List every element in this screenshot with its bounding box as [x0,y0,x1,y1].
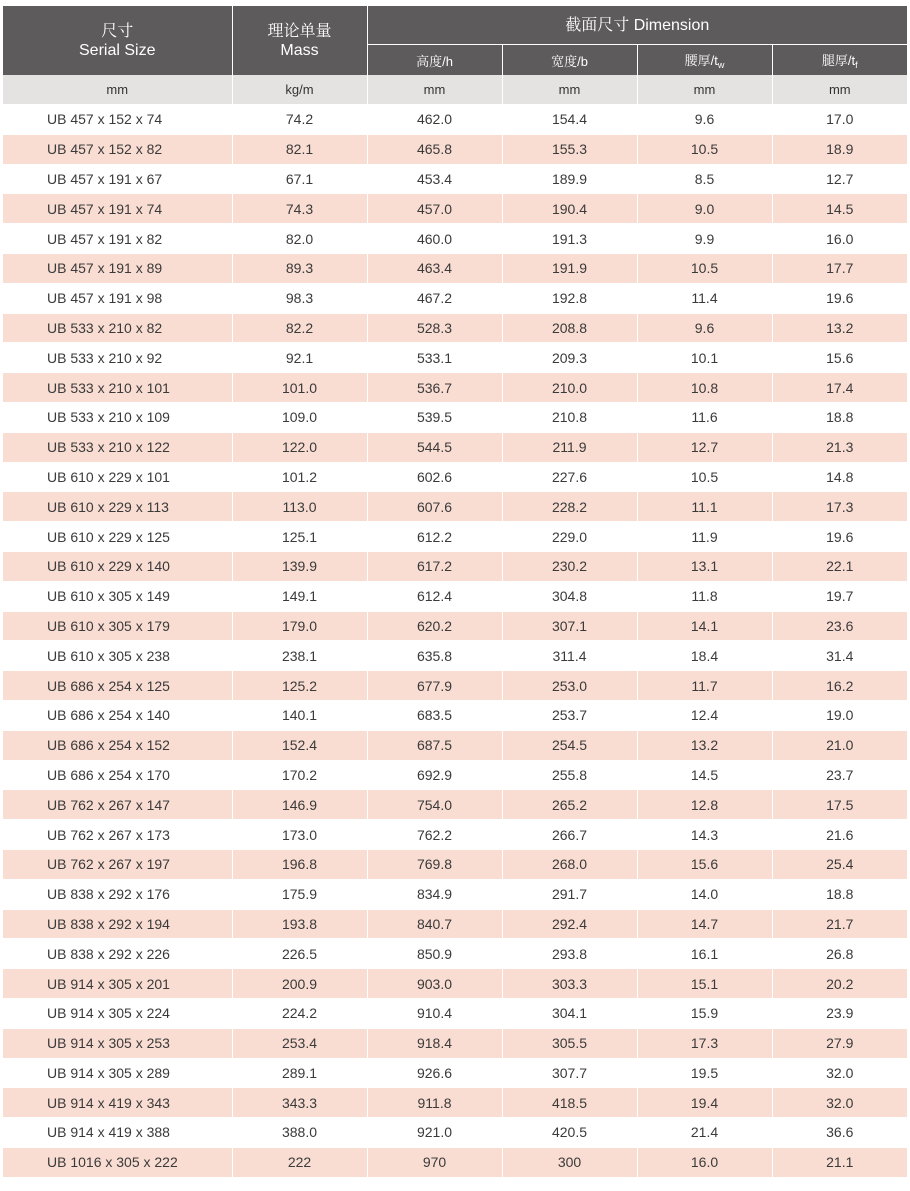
serial-size-cell: UB 610 x 305 x 238 [3,641,232,671]
height-cell: 850.9 [367,939,502,969]
web-thickness-cell: 9.0 [637,194,772,224]
web-thickness-header [637,45,772,76]
height-cell: 970 [367,1147,502,1176]
table-row [3,492,907,522]
serial-size-cell: UB 457 x 191 x 74 [3,194,232,224]
mass-cell: 92.1 [232,343,367,373]
web-thickness-cell: 19.5 [637,1058,772,1088]
mass-cell: 253.4 [232,1028,367,1058]
mass-cell: 67.1 [232,164,367,194]
width-cell: 208.8 [502,313,637,343]
height-header: 高度/h [367,45,502,76]
mass-cell: 89.3 [232,253,367,283]
mass-cell: 179.0 [232,611,367,641]
height-cell: 460.0 [367,224,502,254]
height-cell: 921.0 [367,1118,502,1148]
web-thickness-cell: 21.4 [637,1118,772,1148]
mass-cell: 222 [232,1147,367,1176]
web-thickness-cell: 14.0 [637,879,772,909]
serial-size-cell: UB 610 x 305 x 179 [3,611,232,641]
table-row [3,373,907,403]
flange-thickness-cell: 16.2 [772,671,907,701]
width-cell: 229.0 [502,522,637,552]
web-thickness-cell: 10.1 [637,343,772,373]
flange-thickness-cell: 23.7 [772,760,907,790]
flange-thickness-cell: 21.3 [772,432,907,462]
mass-cell: 74.3 [232,194,367,224]
flange-thickness-header [772,45,907,76]
mass-cell: 289.1 [232,1058,367,1088]
table-row [3,194,907,224]
flange-thickness-cell: 15.6 [772,343,907,373]
web-thickness-cell: 13.2 [637,730,772,760]
serial-size-cell: UB 610 x 229 x 125 [3,522,232,552]
flange-thickness-cell: 20.2 [772,969,907,999]
mass-cell: 224.2 [232,998,367,1028]
flange-thickness-cell: 21.1 [772,1147,907,1176]
serial-size-cell: UB 686 x 254 x 125 [3,671,232,701]
flange-thickness-cell: 21.7 [772,909,907,939]
table-row [3,343,907,373]
table-row [3,462,907,492]
table-row [3,432,907,462]
table-row [3,909,907,939]
serial-size-cell: UB 686 x 254 x 140 [3,700,232,730]
height-cell: 453.4 [367,164,502,194]
flange-thickness-cell: 25.4 [772,849,907,879]
mass-cell: 149.1 [232,581,367,611]
height-cell: 762.2 [367,820,502,850]
serial-size-cell: UB 914 x 305 x 224 [3,998,232,1028]
flange-thickness-cell: 16.0 [772,224,907,254]
mass-cell: 226.5 [232,939,367,969]
table-row [3,641,907,671]
web-thickness-cell: 15.6 [637,849,772,879]
flange-thickness-cell: 32.0 [772,1088,907,1118]
width-cell: 305.5 [502,1028,637,1058]
height-cell: 539.5 [367,402,502,432]
mass-cell: 140.1 [232,700,367,730]
height-cell: 612.4 [367,581,502,611]
width-cell: 303.3 [502,969,637,999]
mass-cell: 152.4 [232,730,367,760]
flange-thickness-cell: 17.5 [772,790,907,820]
height-cell: 602.6 [367,462,502,492]
table-row [3,1118,907,1148]
web-thickness-cell: 8.5 [637,164,772,194]
flange-thickness-cell: 21.0 [772,730,907,760]
flange-thickness-cell: 17.0 [772,105,907,135]
web-thickness-cell: 14.1 [637,611,772,641]
serial-size-cell: UB 533 x 210 x 122 [3,432,232,462]
flange-thickness-cell: 23.9 [772,998,907,1028]
mass-cell: 388.0 [232,1118,367,1148]
mass-cell: 238.1 [232,641,367,671]
table-row [3,1058,907,1088]
serial-size-cell: UB 914 x 305 x 253 [3,1028,232,1058]
web-thickness-cell: 9.6 [637,313,772,343]
serial-size-cell: UB 914 x 305 x 201 [3,969,232,999]
width-cell: 420.5 [502,1118,637,1148]
mass-cell: 109.0 [232,402,367,432]
flange-thickness-cell: 22.1 [772,551,907,581]
web-thickness-cell: 13.1 [637,551,772,581]
flange-thickness-cell: 19.0 [772,700,907,730]
unit-cell: mm [3,75,232,105]
web-thickness-cell: 11.6 [637,402,772,432]
height-cell: 612.2 [367,522,502,552]
table-row [3,105,907,135]
width-cell: 307.1 [502,611,637,641]
table-row [3,611,907,641]
web-thickness-cell: 16.0 [637,1147,772,1176]
web-thickness-cell: 14.3 [637,820,772,850]
height-cell: 911.8 [367,1088,502,1118]
unit-cell: mm [367,75,502,105]
serial-size-cell: UB 533 x 210 x 109 [3,402,232,432]
table-row [3,849,907,879]
serial-size-cell: UB 457 x 191 x 98 [3,283,232,313]
serial-size-cell: UB 686 x 254 x 170 [3,760,232,790]
width-cell: 265.2 [502,790,637,820]
height-cell: 635.8 [367,641,502,671]
height-cell: 544.5 [367,432,502,462]
height-cell: 769.8 [367,849,502,879]
width-cell: 210.8 [502,402,637,432]
serial-size-cell: UB 914 x 305 x 289 [3,1058,232,1088]
width-cell: 211.9 [502,432,637,462]
table-row [3,402,907,432]
web-thickness-cell: 15.9 [637,998,772,1028]
width-cell: 230.2 [502,551,637,581]
serial-size-cell: UB 457 x 152 x 74 [3,105,232,135]
web-thickness-cell: 10.5 [637,462,772,492]
flange-thickness-subscript: f [855,60,858,70]
width-cell: 254.5 [502,730,637,760]
height-cell: 457.0 [367,194,502,224]
serial-size-header-en: Serial Size [79,41,156,59]
table-body [3,105,907,1177]
table-row [3,939,907,969]
width-cell: 292.4 [502,909,637,939]
unit-cell: kg/m [232,75,367,105]
unit-cell: mm [637,75,772,105]
width-cell: 255.8 [502,760,637,790]
serial-size-cell: UB 610 x 229 x 113 [3,492,232,522]
mass-cell: 101.2 [232,462,367,492]
web-thickness-cell: 11.9 [637,522,772,552]
mass-cell: 82.0 [232,224,367,254]
table-row [3,1028,907,1058]
serial-size-cell: UB 762 x 267 x 173 [3,820,232,850]
serial-size-cell: UB 1016 x 305 x 222 [3,1147,232,1176]
mass-cell: 101.0 [232,373,367,403]
serial-size-cell: UB 457 x 191 x 89 [3,253,232,283]
flange-thickness-cell: 12.7 [772,164,907,194]
web-thickness-cell: 9.6 [637,105,772,135]
table-row [3,998,907,1028]
height-cell: 918.4 [367,1028,502,1058]
unit-row [3,75,907,105]
mass-cell: 74.2 [232,105,367,135]
web-thickness-cell: 17.3 [637,1028,772,1058]
width-header: 宽度/b [502,45,637,76]
web-thickness-cell: 9.9 [637,224,772,254]
flange-thickness-cell: 18.8 [772,402,907,432]
height-cell: 463.4 [367,253,502,283]
width-cell: 192.8 [502,283,637,313]
flange-thickness-cell: 26.8 [772,939,907,969]
flange-thickness-cell: 17.7 [772,253,907,283]
width-cell: 191.9 [502,253,637,283]
flange-thickness-cell: 14.8 [772,462,907,492]
width-cell: 307.7 [502,1058,637,1088]
mass-cell: 193.8 [232,909,367,939]
width-cell: 154.4 [502,105,637,135]
height-cell: 533.1 [367,343,502,373]
height-cell: 834.9 [367,879,502,909]
flange-thickness-cell: 18.9 [772,134,907,164]
mass-cell: 125.2 [232,671,367,701]
dimension-header: 截面尺寸 Dimension [367,6,907,45]
mass-cell: 113.0 [232,492,367,522]
web-thickness-cell: 11.7 [637,671,772,701]
serial-size-cell: UB 610 x 305 x 149 [3,581,232,611]
web-thickness-cell: 12.8 [637,790,772,820]
width-cell: 291.7 [502,879,637,909]
height-cell: 528.3 [367,313,502,343]
width-cell: 253.7 [502,700,637,730]
height-cell: 465.8 [367,134,502,164]
height-cell: 620.2 [367,611,502,641]
flange-thickness-cell: 27.9 [772,1028,907,1058]
table-row [3,969,907,999]
serial-size-cell: UB 533 x 210 x 82 [3,313,232,343]
flange-thickness-cell: 14.5 [772,194,907,224]
flange-thickness-cell: 19.6 [772,283,907,313]
width-cell: 210.0 [502,373,637,403]
width-cell: 304.8 [502,581,637,611]
web-thickness-label: 腰厚/t [684,53,718,68]
mass-cell: 175.9 [232,879,367,909]
mass-cell: 98.3 [232,283,367,313]
table-row [3,820,907,850]
mass-cell: 146.9 [232,790,367,820]
table-row [3,671,907,701]
height-cell: 903.0 [367,969,502,999]
height-cell: 754.0 [367,790,502,820]
flange-thickness-cell: 31.4 [772,641,907,671]
serial-size-cell: UB 457 x 191 x 82 [3,224,232,254]
web-thickness-subscript: w [717,60,725,70]
flange-thickness-cell: 21.6 [772,820,907,850]
mass-cell: 170.2 [232,760,367,790]
table-row [3,879,907,909]
flange-thickness-cell: 18.8 [772,879,907,909]
height-cell: 536.7 [367,373,502,403]
web-thickness-cell: 11.8 [637,581,772,611]
serial-size-cell: UB 610 x 229 x 140 [3,551,232,581]
web-thickness-cell: 14.5 [637,760,772,790]
flange-thickness-label: 腿厚/t [821,53,856,68]
serial-size-header [3,6,232,75]
web-thickness-cell: 11.1 [637,492,772,522]
web-thickness-cell: 19.4 [637,1088,772,1118]
web-thickness-cell: 12.4 [637,700,772,730]
flange-thickness-cell: 19.6 [772,522,907,552]
web-thickness-cell: 16.1 [637,939,772,969]
height-cell: 467.2 [367,283,502,313]
mass-cell: 173.0 [232,820,367,850]
web-thickness-cell: 11.4 [637,283,772,313]
flange-thickness-cell: 23.6 [772,611,907,641]
flange-thickness-cell: 17.3 [772,492,907,522]
table-row [3,730,907,760]
web-thickness-cell: 10.8 [637,373,772,403]
mass-header-cn: 理论单量 [267,22,332,40]
flange-thickness-cell: 32.0 [772,1058,907,1088]
height-cell: 462.0 [367,105,502,135]
serial-size-cell: UB 610 x 229 x 101 [3,462,232,492]
mass-header [232,6,367,75]
width-cell: 227.6 [502,462,637,492]
width-cell: 155.3 [502,134,637,164]
section-spec-table [3,6,907,1177]
mass-cell: 122.0 [232,432,367,462]
web-thickness-cell: 15.1 [637,969,772,999]
width-cell: 268.0 [502,849,637,879]
height-cell: 926.6 [367,1058,502,1088]
table-row [3,253,907,283]
table-row [3,1147,907,1176]
table-row [3,551,907,581]
table-row [3,1088,907,1118]
height-cell: 910.4 [367,998,502,1028]
width-cell: 300 [502,1147,637,1176]
width-cell: 304.1 [502,998,637,1028]
width-cell: 311.4 [502,641,637,671]
mass-cell: 196.8 [232,849,367,879]
mass-cell: 82.1 [232,134,367,164]
height-cell: 607.6 [367,492,502,522]
width-cell: 293.8 [502,939,637,969]
flange-thickness-cell: 17.4 [772,373,907,403]
serial-size-cell: UB 533 x 210 x 101 [3,373,232,403]
width-cell: 266.7 [502,820,637,850]
width-cell: 253.0 [502,671,637,701]
table-row [3,760,907,790]
serial-size-cell: UB 762 x 267 x 197 [3,849,232,879]
web-thickness-cell: 10.5 [637,253,772,283]
mass-cell: 343.3 [232,1088,367,1118]
width-cell: 191.3 [502,224,637,254]
serial-size-cell: UB 838 x 292 x 194 [3,909,232,939]
serial-size-cell: UB 914 x 419 x 343 [3,1088,232,1118]
unit-cell: mm [772,75,907,105]
width-cell: 418.5 [502,1088,637,1118]
table-header [3,6,907,105]
serial-size-cell: UB 838 x 292 x 226 [3,939,232,969]
mass-cell: 200.9 [232,969,367,999]
flange-thickness-cell: 36.6 [772,1118,907,1148]
serial-size-cell: UB 914 x 419 x 388 [3,1118,232,1148]
height-cell: 683.5 [367,700,502,730]
table-row [3,700,907,730]
serial-size-cell: UB 533 x 210 x 92 [3,343,232,373]
table-row [3,790,907,820]
height-cell: 677.9 [367,671,502,701]
serial-size-cell: UB 457 x 191 x 67 [3,164,232,194]
flange-thickness-cell: 13.2 [772,313,907,343]
serial-size-cell: UB 838 x 292 x 176 [3,879,232,909]
height-cell: 617.2 [367,551,502,581]
mass-cell: 125.1 [232,522,367,552]
height-cell: 840.7 [367,909,502,939]
height-cell: 692.9 [367,760,502,790]
web-thickness-cell: 12.7 [637,432,772,462]
table-row [3,522,907,552]
mass-cell: 82.2 [232,313,367,343]
web-thickness-cell: 18.4 [637,641,772,671]
table-row [3,581,907,611]
width-cell: 209.3 [502,343,637,373]
serial-size-cell: UB 686 x 254 x 152 [3,730,232,760]
serial-size-header-cn: 尺寸 [101,22,134,40]
width-cell: 228.2 [502,492,637,522]
table-row [3,224,907,254]
unit-cell: mm [502,75,637,105]
mass-header-en: Mass [280,41,319,59]
height-cell: 687.5 [367,730,502,760]
serial-size-cell: UB 457 x 152 x 82 [3,134,232,164]
width-cell: 190.4 [502,194,637,224]
web-thickness-cell: 14.7 [637,909,772,939]
width-cell: 189.9 [502,164,637,194]
table-row [3,134,907,164]
serial-size-cell: UB 762 x 267 x 147 [3,790,232,820]
table-row [3,164,907,194]
table-row [3,313,907,343]
web-thickness-cell: 10.5 [637,134,772,164]
flange-thickness-cell: 19.7 [772,581,907,611]
table-row [3,283,907,313]
mass-cell: 139.9 [232,551,367,581]
